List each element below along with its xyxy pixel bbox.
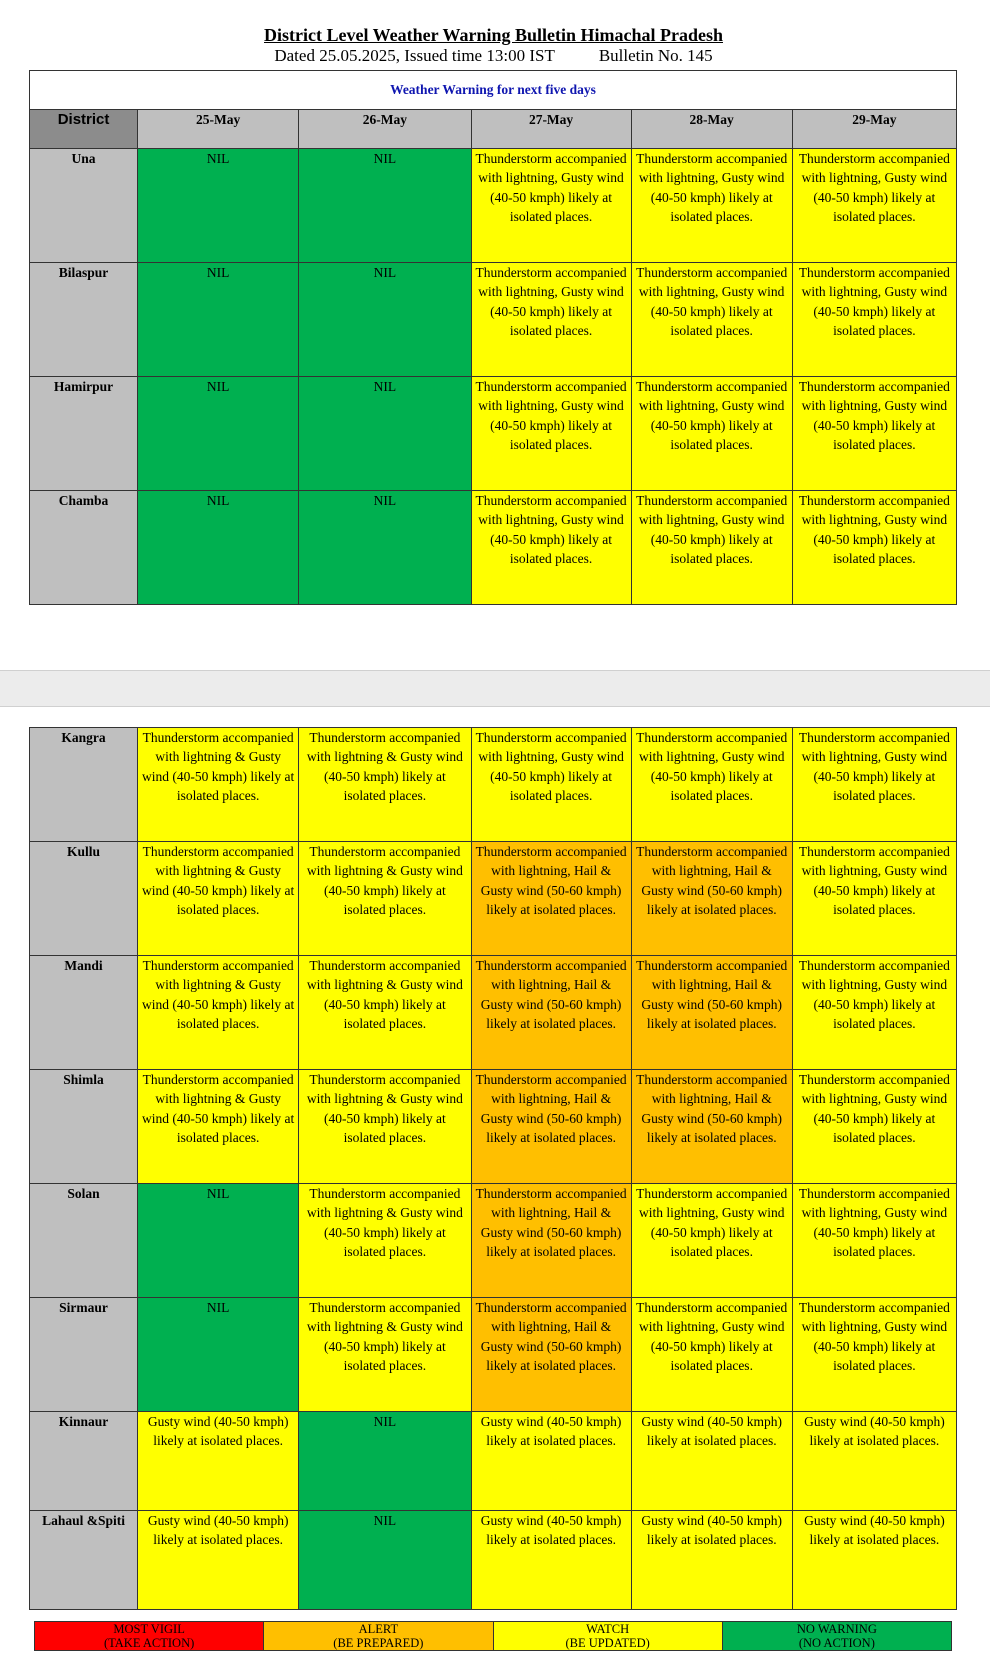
date-header-row	[30, 110, 957, 149]
warning-cell: Thunderstorm accompanied with lightning, Gusty wind (40-50 kmph) likely at isolated places.	[792, 842, 956, 956]
district-name: Una	[30, 149, 138, 263]
warning-cell: Gusty wind (40-50 kmph) likely at isolated places.	[138, 1412, 299, 1511]
district-name: Chamba	[30, 491, 138, 605]
warning-cell: NIL	[138, 1298, 299, 1412]
warning-cell: NIL	[299, 491, 471, 605]
district-name: Kangra	[30, 728, 138, 842]
warning-cell: NIL	[138, 491, 299, 605]
col-header-date: 26-May	[299, 110, 471, 149]
district-row	[30, 1070, 957, 1184]
bulletin-header	[0, 24, 990, 66]
district-row	[30, 263, 957, 377]
warning-cell: Thunderstorm accompanied with lightning, Hail & Gusty wind (50-60 kmph) likely at isolated places.	[471, 1070, 631, 1184]
warning-cell: NIL	[138, 263, 299, 377]
warning-cell: Gusty wind (40-50 kmph) likely at isolated places.	[792, 1511, 956, 1610]
col-header-date: 25-May	[138, 110, 299, 149]
warning-cell: Thunderstorm accompanied with lightning, Hail & Gusty wind (50-60 kmph) likely at isolated places.	[471, 1298, 631, 1412]
warning-cell: Thunderstorm accompanied with lightning, Gusty wind (40-50 kmph) likely at isolated places.	[471, 491, 631, 605]
warning-cell: Thunderstorm accompanied with lightning, Gusty wind (40-50 kmph) likely at isolated places.	[792, 149, 956, 263]
warning-cell: Thunderstorm accompanied with lightning, Gusty wind (40-50 kmph) likely at isolated places.	[792, 956, 956, 1070]
warning-cell: Thunderstorm accompanied with lightning, Gusty wind (40-50 kmph) likely at isolated places.	[792, 1298, 956, 1412]
district-name: Kullu	[30, 842, 138, 956]
warning-cell: Thunderstorm accompanied with lightning, Gusty wind (40-50 kmph) likely at isolated places.	[631, 1298, 792, 1412]
warning-cell: Thunderstorm accompanied with lightning & Gusty wind (40-50 kmph) likely at isolated places.	[138, 842, 299, 956]
warning-cell: Thunderstorm accompanied with lightning, Gusty wind (40-50 kmph) likely at isolated places.	[631, 149, 792, 263]
district-row	[30, 149, 957, 263]
warning-cell: Thunderstorm accompanied with lightning, Gusty wind (40-50 kmph) likely at isolated places.	[792, 491, 956, 605]
warning-cell: Thunderstorm accompanied with lightning, Gusty wind (40-50 kmph) likely at isolated places.	[631, 491, 792, 605]
warning-cell: Thunderstorm accompanied with lightning, Gusty wind (40-50 kmph) likely at isolated places.	[631, 1184, 792, 1298]
warning-cell: NIL	[138, 1184, 299, 1298]
issue-date: Dated 25.05.2025, Issued time 13:00 IST	[274, 46, 555, 65]
district-row	[30, 728, 957, 842]
district-row	[30, 1298, 957, 1412]
color-legend	[34, 1621, 952, 1651]
warning-cell: NIL	[299, 377, 471, 491]
warning-table-part2	[29, 727, 957, 1610]
warning-cell: Thunderstorm accompanied with lightning & Gusty wind (40-50 kmph) likely at isolated places.	[299, 842, 471, 956]
legend-item	[35, 1622, 264, 1651]
district-row	[30, 377, 957, 491]
warning-cell: Thunderstorm accompanied with lightning, Gusty wind (40-50 kmph) likely at isolated places.	[792, 1070, 956, 1184]
warning-cell: Gusty wind (40-50 kmph) likely at isolated places.	[792, 1412, 956, 1511]
legend-label: WATCH	[586, 1622, 630, 1636]
district-name: Hamirpur	[30, 377, 138, 491]
district-name: Kinnaur	[30, 1412, 138, 1511]
warning-cell: Thunderstorm accompanied with lightning, Hail & Gusty wind (50-60 kmph) likely at isolated places.	[631, 842, 792, 956]
col-header-district: District	[30, 110, 138, 149]
warning-cell: Thunderstorm accompanied with lightning, Gusty wind (40-50 kmph) likely at isolated places.	[792, 263, 956, 377]
warning-cell: Thunderstorm accompanied with lightning & Gusty wind (40-50 kmph) likely at isolated places.	[299, 1070, 471, 1184]
district-row	[30, 842, 957, 956]
district-row	[30, 1412, 957, 1511]
legend-item	[493, 1622, 722, 1651]
warning-cell: Thunderstorm accompanied with lightning, Gusty wind (40-50 kmph) likely at isolated places.	[471, 728, 631, 842]
bulletin-number: Bulletin No. 145	[598, 46, 713, 65]
warning-cell: Thunderstorm accompanied with lightning, Gusty wind (40-50 kmph) likely at isolated places.	[631, 377, 792, 491]
warning-cell: Gusty wind (40-50 kmph) likely at isolated places.	[631, 1511, 792, 1610]
warning-cell: Thunderstorm accompanied with lightning, Gusty wind (40-50 kmph) likely at isolated places.	[471, 149, 631, 263]
warning-cell: Thunderstorm accompanied with lightning, Gusty wind (40-50 kmph) likely at isolated places.	[792, 377, 956, 491]
warning-cell: NIL	[138, 377, 299, 491]
warning-cell: Thunderstorm accompanied with lightning, Gusty wind (40-50 kmph) likely at isolated places.	[631, 263, 792, 377]
warning-cell: Thunderstorm accompanied with lightning, Hail & Gusty wind (50-60 kmph) likely at isolated places.	[471, 1184, 631, 1298]
warning-cell: NIL	[299, 263, 471, 377]
warning-cell: Gusty wind (40-50 kmph) likely at isolated places.	[138, 1511, 299, 1610]
legend-label: MOST VIGIL	[113, 1622, 185, 1636]
warning-cell: Gusty wind (40-50 kmph) likely at isolated places.	[471, 1412, 631, 1511]
district-name: Sirmaur	[30, 1298, 138, 1412]
warning-cell: Thunderstorm accompanied with lightning, Gusty wind (40-50 kmph) likely at isolated places.	[631, 728, 792, 842]
warning-cell: Thunderstorm accompanied with lightning & Gusty wind (40-50 kmph) likely at isolated places.	[138, 728, 299, 842]
legend-action: (TAKE ACTION)	[103, 1636, 195, 1650]
district-name: Bilaspur	[30, 263, 138, 377]
warning-cell: NIL	[299, 1511, 471, 1610]
warning-cell: Thunderstorm accompanied with lightning, Hail & Gusty wind (50-60 kmph) likely at isolated places.	[471, 842, 631, 956]
bulletin-subtitle	[0, 46, 990, 66]
district-name: Lahaul &Spiti	[30, 1511, 138, 1610]
col-header-date: 27-May	[471, 110, 631, 149]
warning-cell: Thunderstorm accompanied with lightning, Gusty wind (40-50 kmph) likely at isolated places.	[471, 263, 631, 377]
legend-label: NO WARNING	[796, 1622, 877, 1636]
legend-action: (NO ACTION)	[798, 1636, 875, 1650]
bulletin-title: District Level Weather Warning Bulletin Himachal Pradesh	[264, 25, 723, 45]
warning-cell: Thunderstorm accompanied with lightning, Gusty wind (40-50 kmph) likely at isolated places.	[792, 728, 956, 842]
legend-action: (BE UPDATED)	[565, 1636, 650, 1650]
district-name: Solan	[30, 1184, 138, 1298]
warning-cell: Thunderstorm accompanied with lightning & Gusty wind (40-50 kmph) likely at isolated places.	[138, 956, 299, 1070]
warning-cell: NIL	[299, 1412, 471, 1511]
district-row	[30, 491, 957, 605]
district-row	[30, 1511, 957, 1610]
warning-table-part1	[29, 70, 957, 605]
col-header-date: 29-May	[792, 110, 956, 149]
legend-item	[722, 1622, 951, 1651]
legend-label: ALERT	[358, 1622, 399, 1636]
warning-cell: Thunderstorm accompanied with lightning, Gusty wind (40-50 kmph) likely at isolated places.	[792, 1184, 956, 1298]
legend-item	[264, 1622, 493, 1651]
warning-cell: Thunderstorm accompanied with lightning, Hail & Gusty wind (50-60 kmph) likely at isolated places.	[631, 1070, 792, 1184]
warning-cell: NIL	[138, 149, 299, 263]
warning-cell: NIL	[299, 149, 471, 263]
district-name: Shimla	[30, 1070, 138, 1184]
warning-cell: Thunderstorm accompanied with lightning & Gusty wind (40-50 kmph) likely at isolated places.	[138, 1070, 299, 1184]
legend-action: (BE PREPARED)	[333, 1636, 424, 1650]
district-row	[30, 1184, 957, 1298]
warning-cell: Thunderstorm accompanied with lightning & Gusty wind (40-50 kmph) likely at isolated places.	[299, 728, 471, 842]
district-row	[30, 956, 957, 1070]
warning-cell: Thunderstorm accompanied with lightning, Gusty wind (40-50 kmph) likely at isolated places.	[471, 377, 631, 491]
warning-cell: Thunderstorm accompanied with lightning & Gusty wind (40-50 kmph) likely at isolated places.	[299, 1298, 471, 1412]
warning-cell: Thunderstorm accompanied with lightning, Hail & Gusty wind (50-60 kmph) likely at isolated places.	[471, 956, 631, 1070]
col-header-date: 28-May	[631, 110, 792, 149]
district-name: Mandi	[30, 956, 138, 1070]
warning-cell: Thunderstorm accompanied with lightning & Gusty wind (40-50 kmph) likely at isolated places.	[299, 1184, 471, 1298]
warning-cell: Gusty wind (40-50 kmph) likely at isolated places.	[471, 1511, 631, 1610]
forecast-banner: Weather Warning for next five days	[30, 71, 957, 110]
warning-cell: Thunderstorm accompanied with lightning, Hail & Gusty wind (50-60 kmph) likely at isolated places.	[631, 956, 792, 1070]
warning-cell: Thunderstorm accompanied with lightning & Gusty wind (40-50 kmph) likely at isolated places.	[299, 956, 471, 1070]
page-break-gap	[0, 670, 990, 707]
warning-cell: Gusty wind (40-50 kmph) likely at isolated places.	[631, 1412, 792, 1511]
